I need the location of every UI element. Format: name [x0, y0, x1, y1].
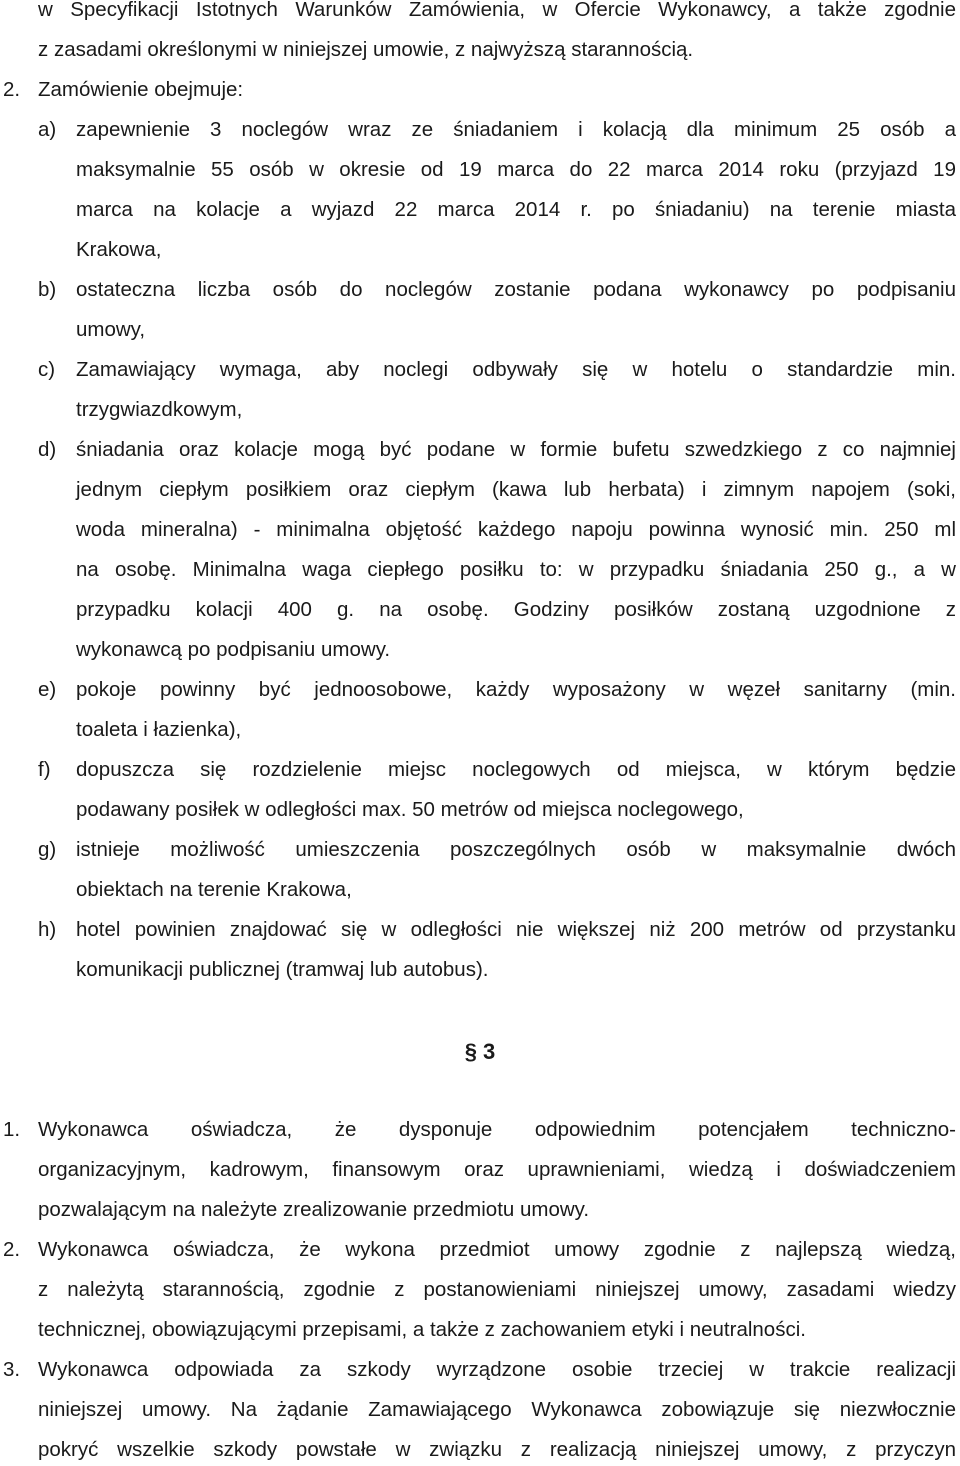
list-item-line: dopuszcza się rozdzielenie miejsc noclegowych od miejsca, w którym będzie	[76, 758, 956, 781]
paragraph-line: niniejszej umowy. Na żądanie Zamawiającego Wykonawca zobowiązuje się niezwłocznie	[38, 1398, 956, 1421]
point-number: 3.	[3, 1358, 21, 1381]
list-item-label: b)	[38, 278, 57, 301]
list-item-label: d)	[38, 438, 57, 461]
list-item-line: obiektach na terenie Krakowa,	[76, 878, 352, 901]
point-number: 1.	[3, 1118, 21, 1141]
paragraph-line: technicznej, obowiązującymi przepisami, a także z zachowaniem etyki i neutralności.	[38, 1318, 806, 1341]
list-item-line: hotel powinien znajdować się w odległości nie większej niż 200 metrów od przystanku	[76, 918, 956, 941]
list-item-line: ostateczna liczba osób do noclegów zostanie podana wykonawcy po podpisaniu	[76, 278, 956, 301]
list-item-label: a)	[38, 118, 57, 141]
list-item-line: komunikacji publicznej (tramwaj lub autobus).	[76, 958, 489, 981]
list-item-label: g)	[38, 838, 57, 861]
point-number: 2.	[3, 1238, 21, 1261]
list-item-line: wykonawcą po podpisaniu umowy.	[76, 638, 391, 661]
list-item-line: Zamawiający wymaga, aby noclegi odbywały się w hotelu o standardzie min.	[76, 358, 956, 381]
paragraph-line: w Specyfikacji Istotnych Warunków Zamówienia, w Ofercie Wykonawcy, a także zgodnie	[38, 0, 956, 21]
paragraph-line: z zasadami określonymi w niniejszej umowie, z najwyższą starannością.	[38, 38, 694, 61]
list-item-label: f)	[38, 758, 51, 781]
point-number: 2.	[3, 78, 21, 101]
list-item-line: umowy,	[76, 318, 146, 341]
section-heading: § 3	[464, 1039, 496, 1064]
list-item-line: na osobę. Minimalna waga ciepłego posiłku to: w przypadku śniadania 250 g., a w	[76, 558, 956, 581]
paragraph-line: organizacyjnym, kadrowym, finansowym oraz uprawnieniami, wiedzą i doświadczeniem	[38, 1158, 956, 1181]
list-item-line: trzygwiazdkowym,	[76, 398, 243, 421]
list-item-line: pokoje powinny być jednoosobowe, każdy wyposażony w węzeł sanitarny (min.	[76, 678, 956, 701]
list-item-line: przypadku kolacji 400 g. na osobę. Godziny posiłków zostaną uzgodnione z	[76, 598, 956, 621]
list-item-line: woda mineralna) - minimalna objętość każdego napoju powinna wynosić min. 250 ml	[76, 518, 956, 541]
list-item-line: maksymalnie 55 osób w okresie od 19 marca do 22 marca 2014 roku (przyjazd 19	[76, 158, 956, 181]
list-item-label: c)	[38, 358, 56, 381]
list-item-label: e)	[38, 678, 57, 701]
paragraph-line: pokryć wszelkie szkody powstałe w związku z realizacją niniejszej umowy, z przyczyn	[38, 1438, 956, 1461]
list-item-line: jednym ciepłym posiłkiem oraz ciepłym (kawa lub herbata) i zimnym napojem (soki,	[76, 478, 956, 501]
list-item-label: h)	[38, 918, 57, 941]
list-item-line: Krakowa,	[76, 238, 162, 261]
paragraph-line: z należytą starannością, zgodnie z postanowieniami niniejszej umowy, zasadami wiedzy	[38, 1278, 956, 1301]
paragraph-line: pozwalającym na należyte zrealizowanie przedmiotu umowy.	[38, 1198, 590, 1221]
list-item-line: toaleta i łazienka),	[76, 718, 242, 741]
paragraph-line: Wykonawca odpowiada za szkody wyrządzone osobie trzeciej w trakcie realizacji	[38, 1358, 956, 1381]
list-item-line: istnieje możliwość umieszczenia poszczególnych osób w maksymalnie dwóch	[76, 838, 956, 861]
list-item-line: zapewnienie 3 noclegów wraz ze śniadaniem i kolacją dla minimum 25 osób a	[76, 118, 956, 141]
paragraph-line: Wykonawca oświadcza, że dysponuje odpowiednim potencjałem techniczno-	[38, 1118, 956, 1141]
paragraph-line: Zamówienie obejmuje:	[38, 78, 244, 101]
list-item-line: podawany posiłek w odległości max. 50 metrów od miejsca noclegowego,	[76, 798, 744, 821]
list-item-line: marca na kolacje a wyjazd 22 marca 2014 r. po śniadaniu) na terenie miasta	[76, 198, 956, 221]
paragraph-line: Wykonawca oświadcza, że wykona przedmiot umowy zgodnie z najlepszą wiedzą,	[38, 1238, 956, 1261]
list-item-line: śniadania oraz kolacje mogą być podane w formie bufetu szwedzkiego z co najmniej	[76, 438, 956, 461]
